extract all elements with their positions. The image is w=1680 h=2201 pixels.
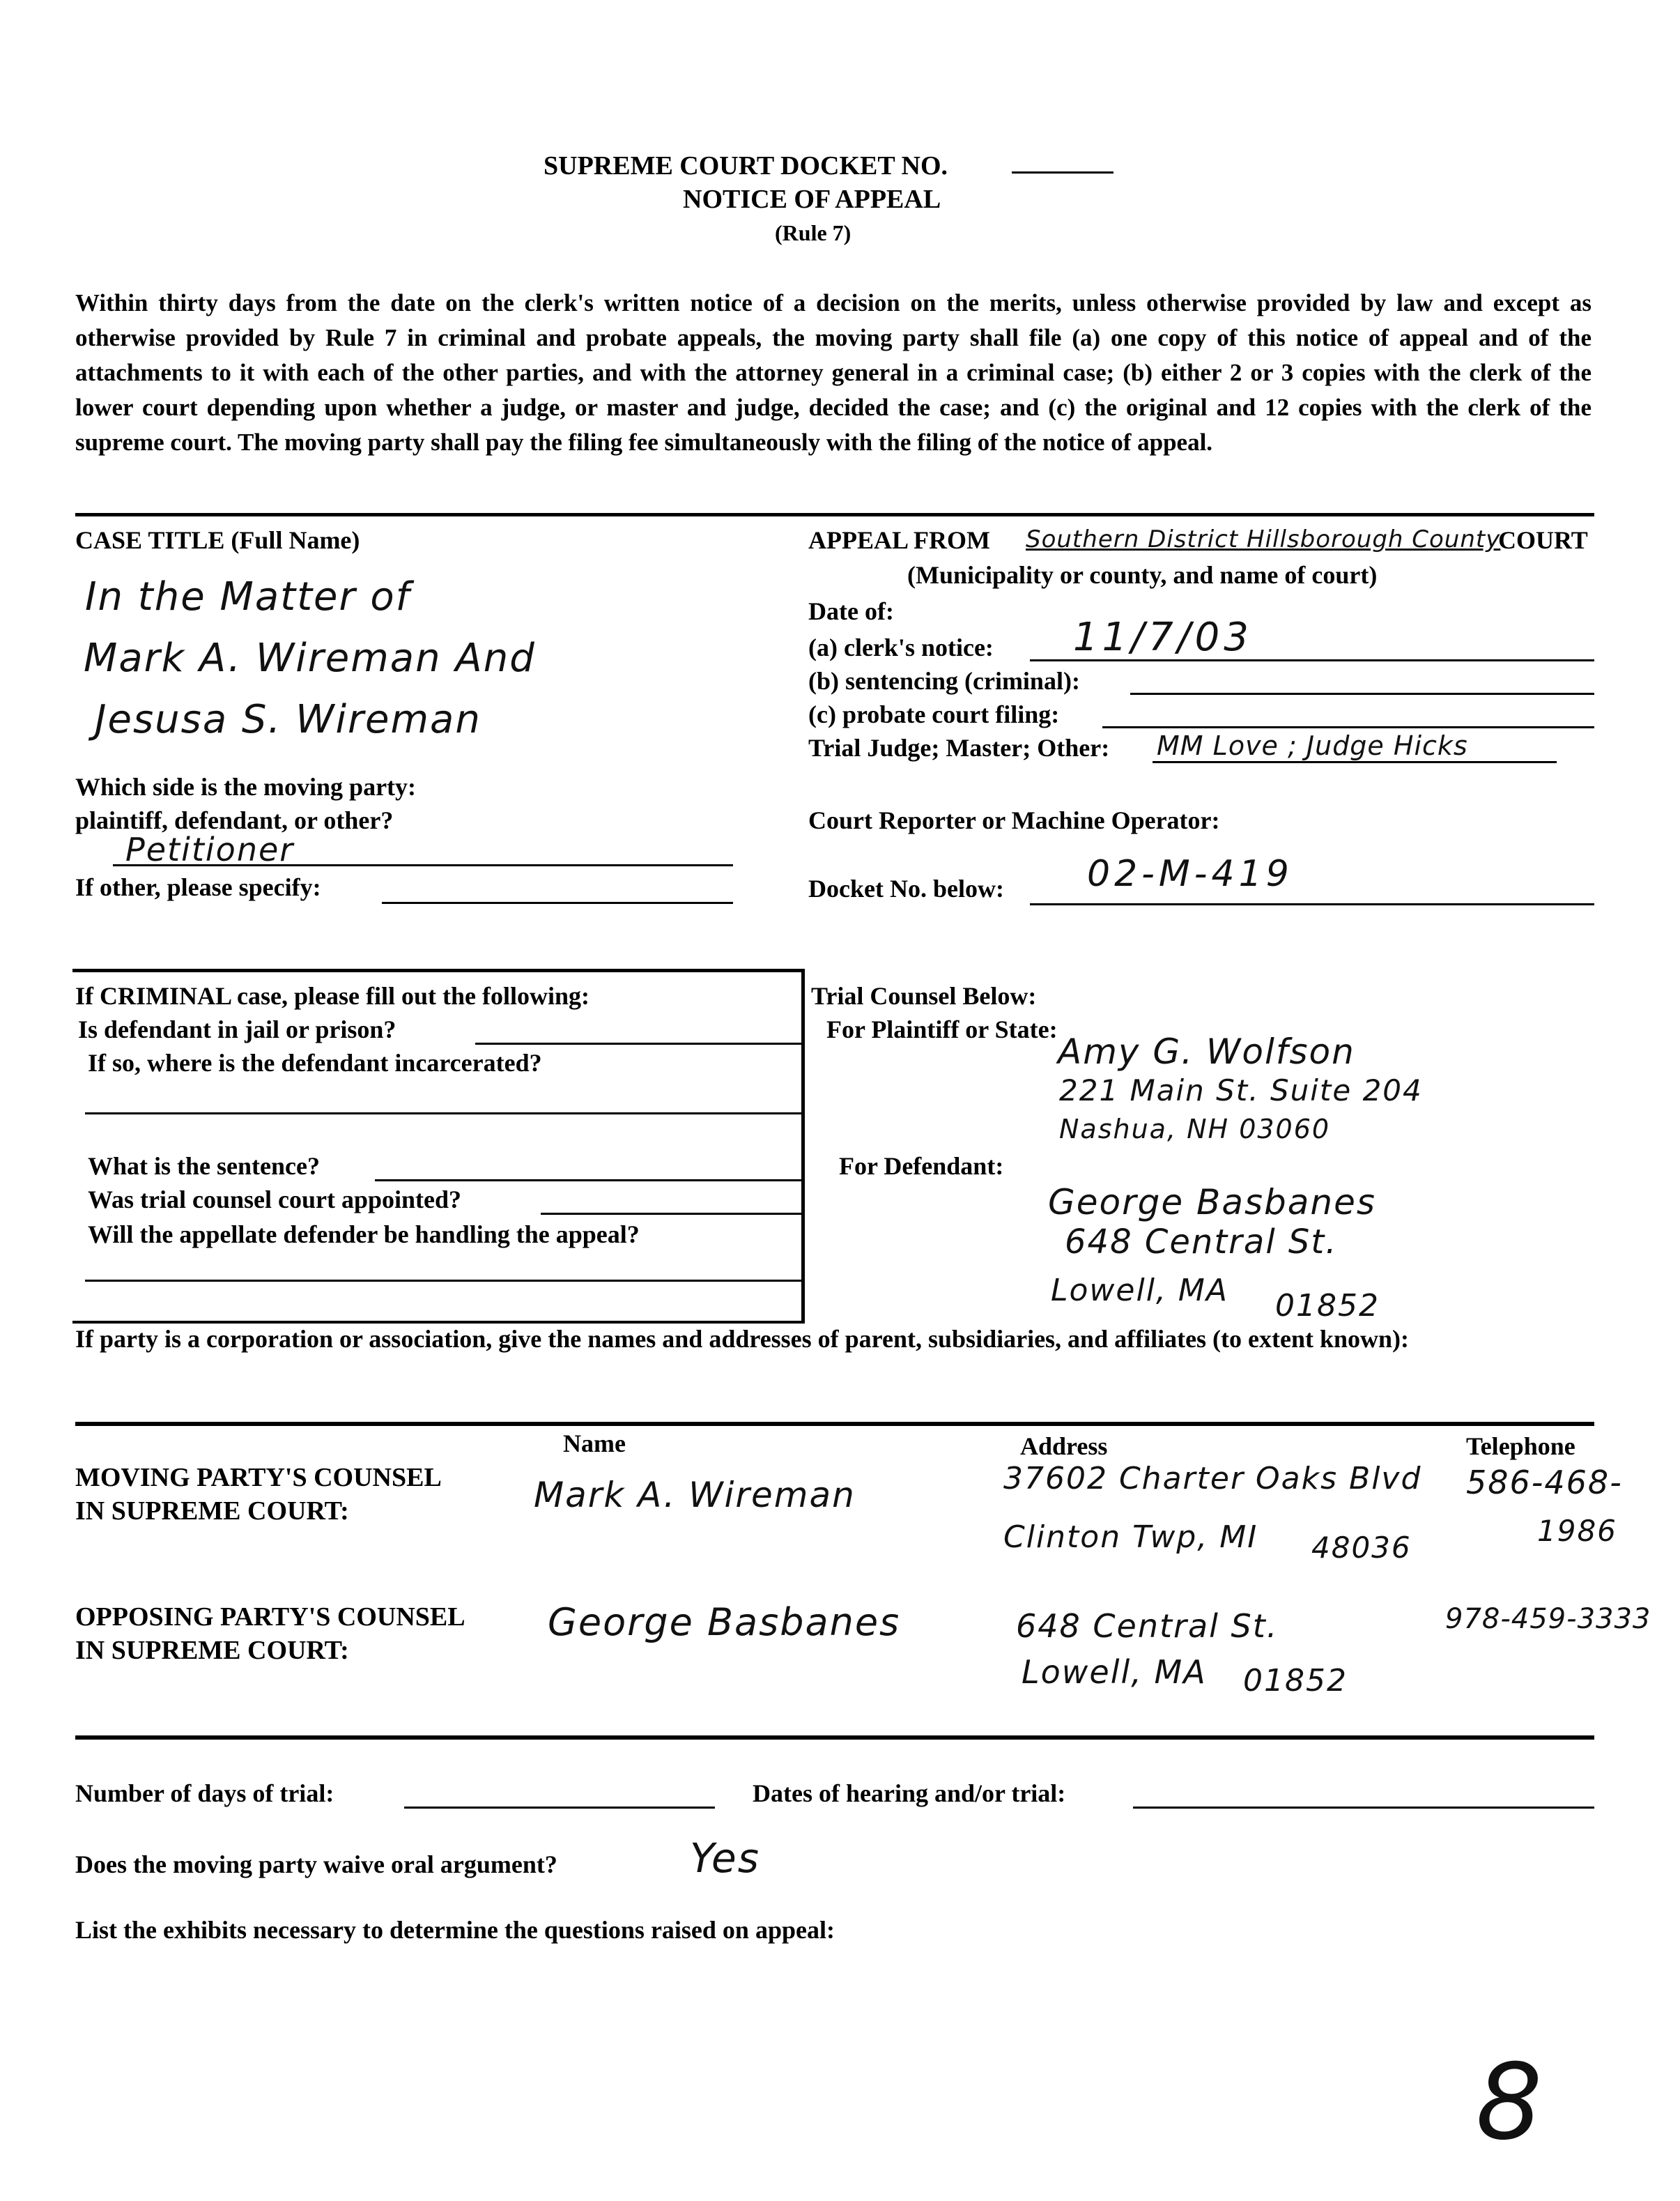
appellate-defender-field[interactable] [85, 1280, 801, 1282]
opposing-counsel-name: George Basbanes [548, 1600, 901, 1644]
probate-filing-field[interactable] [1102, 726, 1594, 728]
col-name-header: Name [563, 1429, 626, 1457]
docket-below-label: Docket No. below: [808, 875, 1004, 903]
case-title-line-3: Jesusa S. Wireman [95, 697, 481, 742]
moving-side-question-1: Which side is the moving party: [75, 773, 417, 801]
waive-oral-argument-value[interactable]: Yes [690, 1834, 760, 1882]
instructions-paragraph: Within thirty days from the date on the clerk's written notice of a decision on the merits, unless otherwise provided by law and except as otherwise provided by Rule 7 in criminal and probate appeals, the moving party shall file (a) one copy of this notice of appeal and of the attachments to it with each of the other parties, and with the attorney general in a criminal case; (b) either 2 or 3 copies with the clerk of the lower court depending upon whether a judge, or master and judge, decided the case; and (c) the original and 12 copies with the clerk of the supreme court. The moving party shall pay the filing fee simultaneously with the filing of the notice of appeal. [75, 289, 1592, 456]
waive-oral-argument-label: Does the moving party waive oral argument? [75, 1850, 557, 1878]
sentence-question: What is the sentence? [88, 1152, 320, 1180]
municipality-hint: (Municipality or county, and name of court) [907, 561, 1378, 589]
clerks-notice-value[interactable]: 11/7/03 [1073, 615, 1253, 660]
appointed-field[interactable] [541, 1213, 801, 1215]
col-address-header: Address [1020, 1432, 1108, 1460]
other-specify-label: If other, please specify: [75, 873, 321, 901]
opposing-counsel-address-2: Lowell, MA [1022, 1653, 1207, 1691]
opposing-counsel-label-2: IN SUPREME COURT: [75, 1636, 349, 1665]
counsel-bottom-rule [75, 1735, 1594, 1740]
plaintiff-label: For Plaintiff or State: [826, 1015, 1058, 1043]
sentence-field[interactable] [375, 1179, 801, 1181]
plaintiff-counsel-address-2: Nashua, NH 03060 [1059, 1114, 1331, 1144]
trial-counsel-title: Trial Counsel Below: [811, 982, 1037, 1010]
incarcerated-question: If so, where is the defendant incarcerated? [88, 1049, 542, 1077]
moving-counsel-name: Mark A. Wireman [534, 1475, 856, 1515]
moving-counsel-zip: 48036 [1311, 1531, 1412, 1565]
moving-side-question-2: plaintiff, defendant, or other? [75, 806, 394, 834]
appointed-question: Was trial counsel court appointed? [88, 1186, 462, 1213]
moving-counsel-address-2: Clinton Twp, MI [1003, 1519, 1258, 1555]
opposing-counsel-zip: 01852 [1243, 1663, 1348, 1698]
moving-counsel-label-2: IN SUPREME COURT: [75, 1496, 349, 1526]
section-divider [75, 513, 1594, 516]
appeal-from-label: APPEAL FROM [808, 526, 990, 554]
criminal-title: If CRIMINAL case, please fill out the following: [75, 982, 589, 1010]
sentencing-label: (b) sentencing (criminal): [808, 667, 1080, 695]
days-of-trial-label: Number of days of trial: [75, 1779, 334, 1807]
jail-field[interactable] [475, 1043, 801, 1045]
page-mark: 8 [1476, 2042, 1544, 2163]
counsel-top-rule [75, 1422, 1594, 1426]
defendant-counsel-address-2: Lowell, MA [1051, 1273, 1228, 1308]
appellate-defender-question: Will the appellate defender be handling the appeal? [88, 1220, 640, 1248]
other-specify-field[interactable] [382, 902, 733, 904]
rule-reference: (Rule 7) [775, 220, 851, 245]
moving-counsel-address-1: 37602 Charter Oaks Blvd [1003, 1461, 1422, 1496]
corporation-note: If party is a corporation or association, give the names and addresses of parent, subsidiaries, and affiliates (to extent known): [75, 1325, 1410, 1353]
probate-filing-label: (c) probate court filing: [808, 700, 1060, 728]
moving-side-value[interactable]: Petitioner [125, 831, 295, 868]
trial-judge-value[interactable]: MM Love ; Judge Hicks [1157, 730, 1468, 761]
trial-judge-field [1153, 761, 1557, 763]
moving-counsel-phone-2: 1986 [1537, 1514, 1617, 1548]
defendant-counsel-address-1: 648 Central St. [1065, 1222, 1338, 1261]
docket-number-field[interactable] [1012, 171, 1113, 174]
docket-below-field [1030, 903, 1594, 905]
opposing-counsel-phone: 978-459-3333 [1445, 1603, 1651, 1635]
date-of-label: Date of: [808, 597, 894, 625]
appeal-from-value[interactable]: Southern District Hillsborough County [1026, 526, 1501, 553]
col-telephone-header: Telephone [1466, 1432, 1575, 1460]
hearing-dates-field[interactable] [1133, 1807, 1594, 1809]
case-title-label: CASE TITLE (Full Name) [75, 526, 360, 554]
case-title-line-2: Mark A. Wireman And [84, 636, 536, 681]
notice-title: NOTICE OF APPEAL [683, 185, 941, 214]
clerks-notice-field [1030, 659, 1594, 661]
exhibits-label: List the exhibits necessary to determine the questions raised on appeal: [75, 1916, 835, 1944]
days-of-trial-field[interactable] [404, 1807, 715, 1809]
jail-question: Is defendant in jail or prison? [78, 1015, 396, 1043]
defendant-counsel-name: George Basbanes [1048, 1182, 1376, 1222]
court-reporter-label: Court Reporter or Machine Operator: [808, 806, 1220, 834]
moving-side-field [113, 864, 733, 866]
defendant-label: For Defendant: [839, 1152, 1004, 1180]
plaintiff-counsel-address-1: 221 Main St. Suite 204 [1059, 1073, 1423, 1107]
plaintiff-counsel-name: Amy G. Wolfson [1058, 1032, 1355, 1072]
hearing-dates-label: Dates of hearing and/or trial: [753, 1779, 1066, 1807]
incarcerated-field[interactable] [85, 1112, 801, 1114]
docket-below-value[interactable]: 02-M-419 [1087, 853, 1293, 895]
case-title-line-1: In the Matter of [85, 574, 411, 620]
moving-counsel-phone-1: 586-468- [1466, 1464, 1623, 1501]
moving-counsel-label-1: MOVING PARTY'S COUNSEL [75, 1463, 442, 1492]
defendant-counsel-zip: 01852 [1275, 1288, 1380, 1324]
sentencing-field[interactable] [1130, 693, 1594, 695]
opposing-counsel-label-1: OPPOSING PARTY'S COUNSEL [75, 1602, 465, 1632]
docket-title: SUPREME COURT DOCKET NO. [544, 151, 948, 181]
opposing-counsel-address-1: 648 Central St. [1016, 1607, 1279, 1645]
court-label: COURT [1498, 526, 1588, 554]
trial-judge-label: Trial Judge; Master; Other: [808, 734, 1110, 762]
clerks-notice-label: (a) clerk's notice: [808, 634, 994, 661]
